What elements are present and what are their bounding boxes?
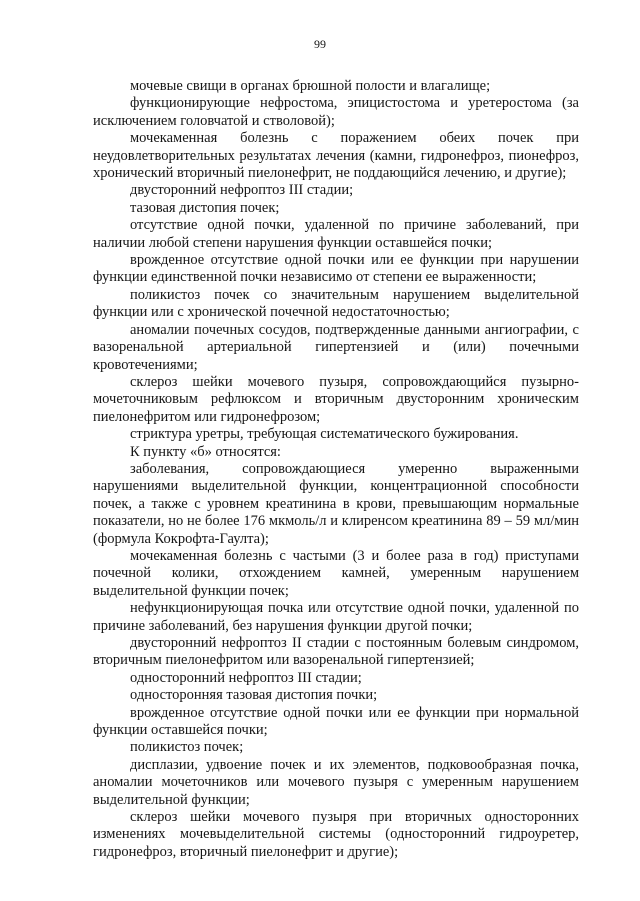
paragraph: односторонний нефроптоз III стадии; xyxy=(130,669,362,686)
paragraph: стриктура уретры, требующая систематического бужирования. xyxy=(130,426,519,443)
paragraph: поликистоз почек; xyxy=(130,739,244,756)
paragraph: односторонняя тазовая дистопия почки; xyxy=(130,687,378,704)
paragraph: двусторонний нефроптоз III стадии; xyxy=(130,182,354,199)
paragraph: К пункту «б» относятся: xyxy=(130,443,281,460)
paragraph: тазовая дистопия почек; xyxy=(130,199,280,216)
paragraph: двусторонний нефроптоз II стадии с постоянным болевым синдромом, вторичным пиелонефритом или вазоренальной гипертензией; xyxy=(93,635,579,669)
paragraph: поликистоз почек со значительным нарушением выделительной функции или с хронической почечной недостаточностью; xyxy=(93,286,579,321)
paragraph: склероз шейки мочевого пузыря при вторичных односторонних изменениях мочевыделительной системы (односторонний гидроуретер, гидронефроз, вторичный пиелонефрит и другие); xyxy=(93,809,579,860)
paragraph: склероз шейки мочевого пузыря, сопровождающийся пузырно-мочеточниковым рефлюксом и вторичным двусторонним хроническим пиелонефритом или гидронефрозом; xyxy=(93,373,579,425)
paragraph: функционирующие нефростома, эпицистостома и уретеростома (за исключением головчатой и стволовой); xyxy=(93,95,579,129)
body-text xyxy=(93,78,579,861)
paragraph: дисплазии, удвоение почек и их элементов, подковообразная почка, аномалии мочеточников или мочевого пузыря с умеренным нарушением выделительной функции; xyxy=(93,756,579,808)
paragraph: врожденное отсутствие одной почки или ее функции при нормальной функции оставшейся почки; xyxy=(93,704,579,739)
paragraph: мочевые свищи в органах брюшной полости и влагалище; xyxy=(130,78,491,94)
paragraph: врожденное отсутствие одной почки или ее функции при нарушении функции единственной почки независимо от степени ее выраженности; xyxy=(93,252,579,286)
paragraph: мочекаменная болезнь с частыми (3 и более раза в год) приступами почечной колики, отхождением камней, умеренным нарушением выделительной функции почек; xyxy=(93,547,579,599)
paragraph: заболевания, сопровождающиеся умеренно выраженными нарушениями выделительной функции, концентрационной способности почек, а также с уровнем креатинина в крови, превышающим нормальные показатели, но не более 176 мкмоль/л и клиренсом креатинина 89 – 59 мл/мин (формула Кокрофта-Гаулта); xyxy=(93,460,579,547)
paragraph: мочекаменная болезнь с поражением обеих почек при неудовлетворительных результатах лечения (камни, гидронефроз, пионефроз, хронический вторичный пиелонефрит, не поддающийся лечению, и другие); xyxy=(93,130,579,182)
paragraph: аномалии почечных сосудов, подтвержденные данными ангиографии, с вазоренальной артериальной гипертензией и (или) почечными кровотечениями; xyxy=(93,321,579,373)
paragraph: нефункционирующая почка или отсутствие одной почки, удаленной по причине заболеваний, без нарушения функции другой почки; xyxy=(93,600,579,634)
paragraph: отсутствие одной почки, удаленной по причине заболеваний, при наличии любой степени нарушения функции оставшейся почки; xyxy=(93,217,579,251)
page-number: 99 xyxy=(314,37,326,51)
